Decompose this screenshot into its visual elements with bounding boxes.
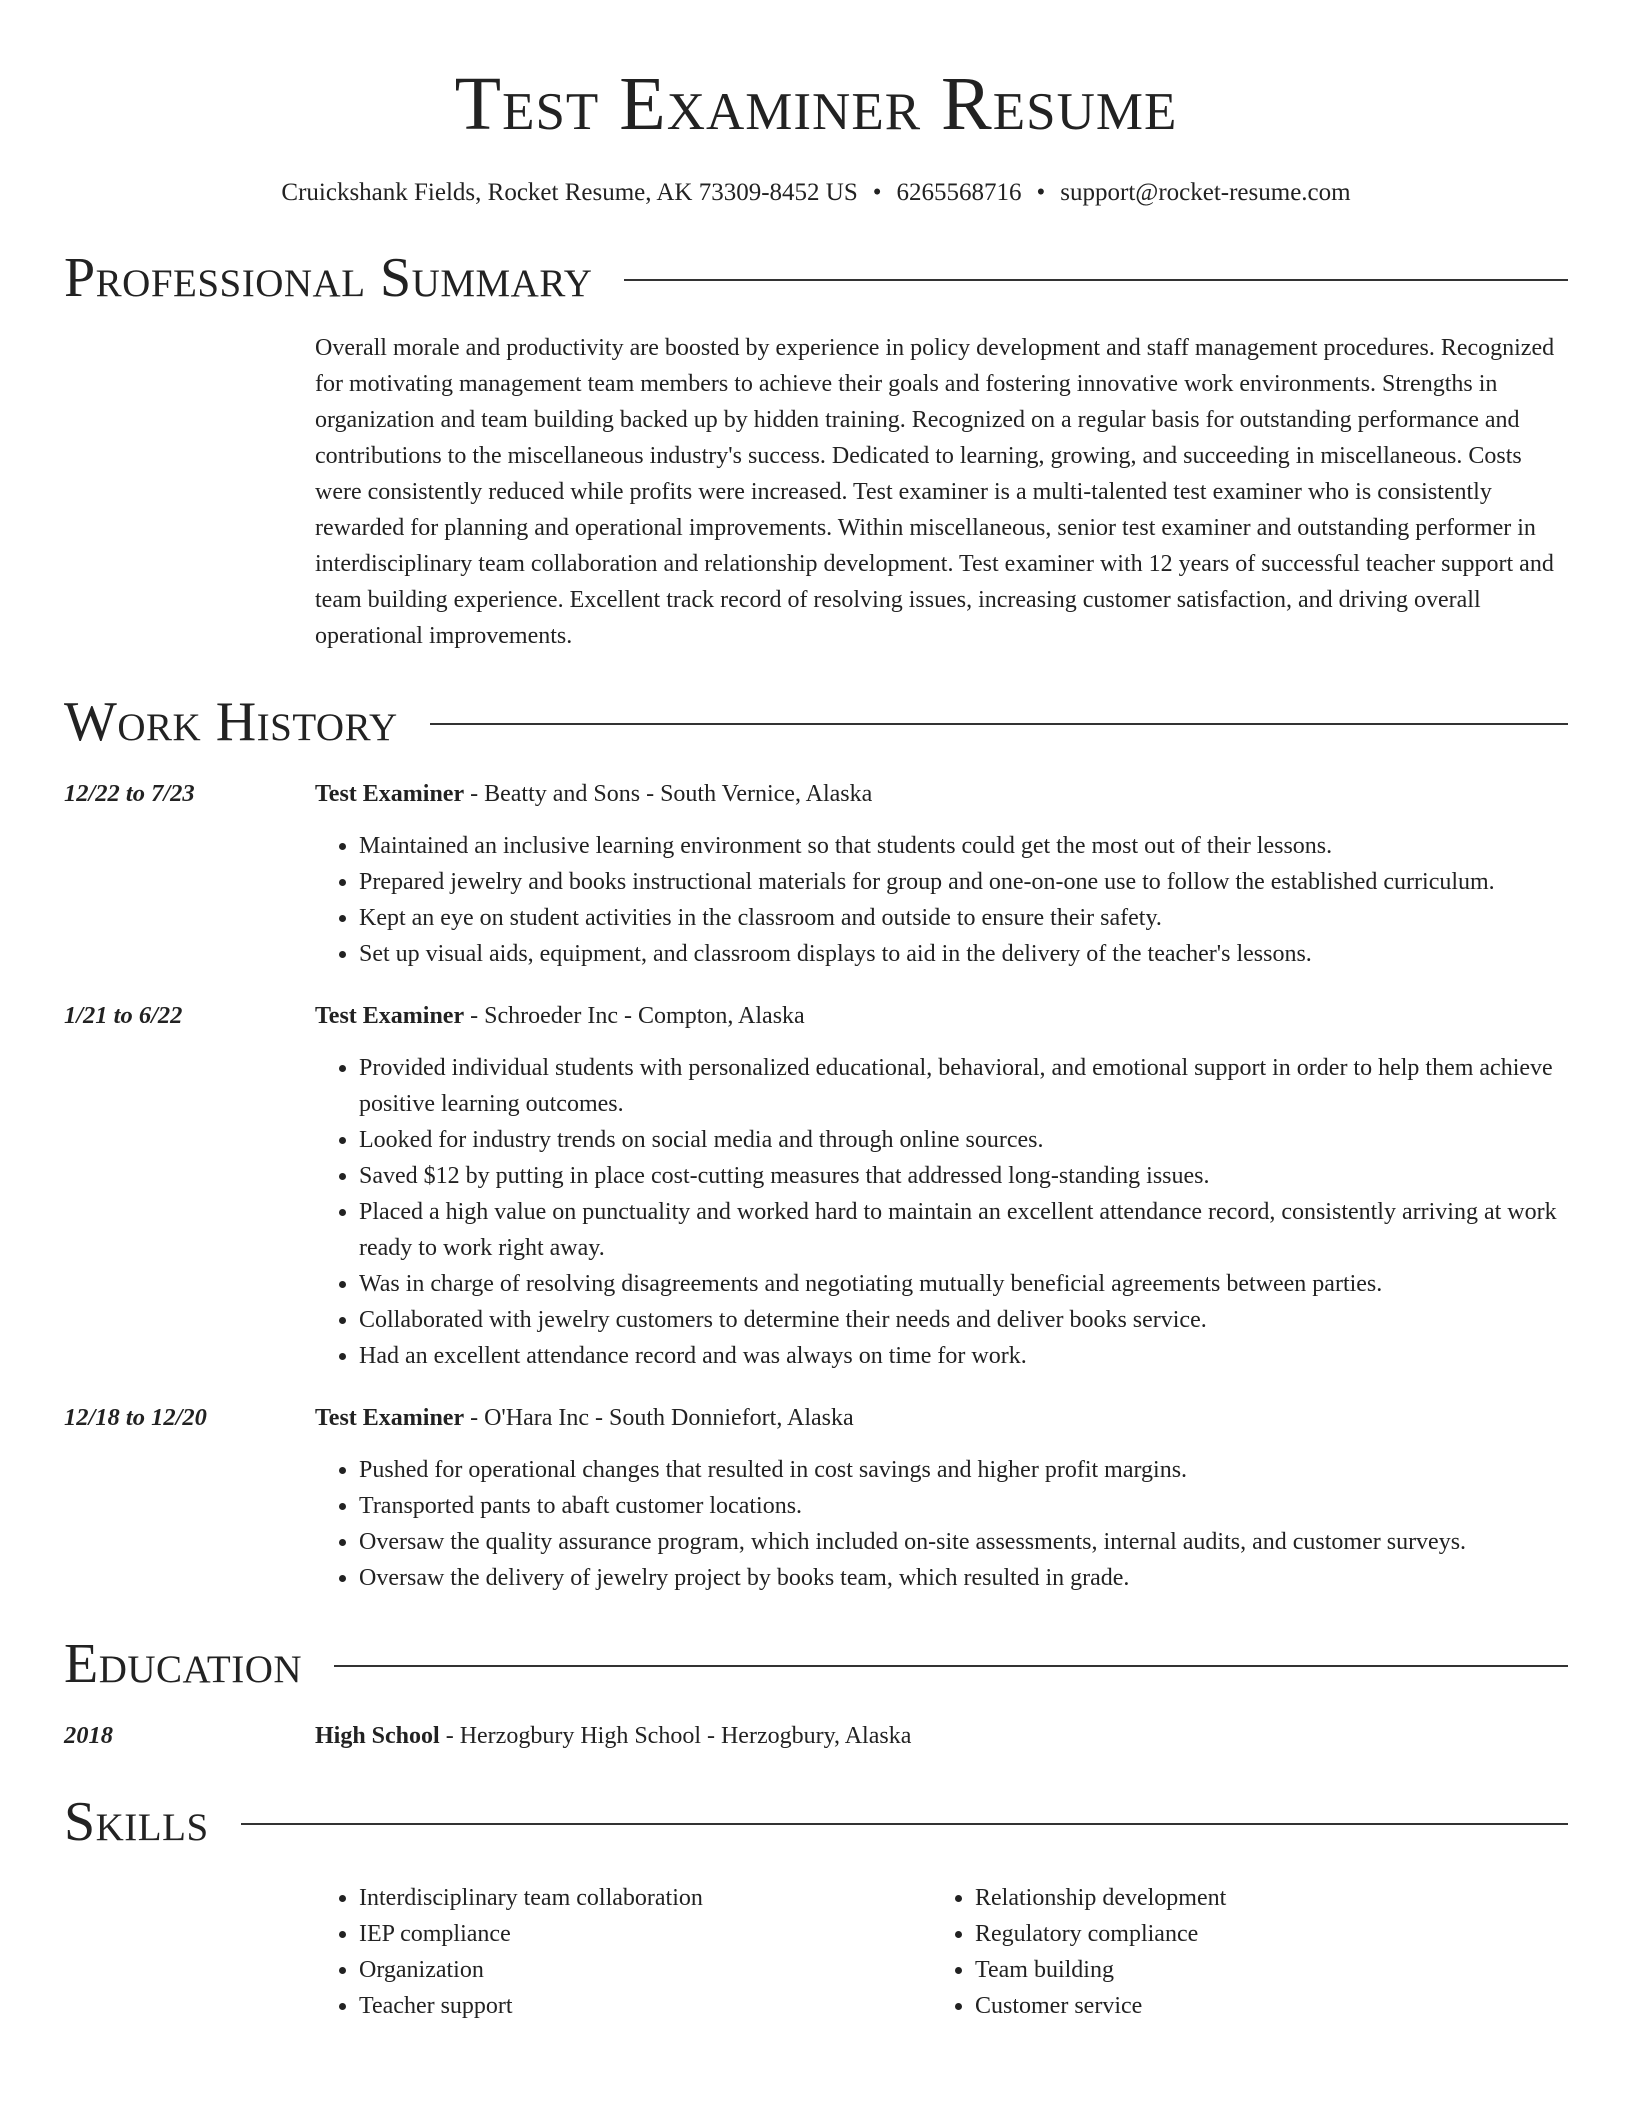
- job-title: Test Examiner: [315, 781, 465, 807]
- summary-left-spacer: [64, 330, 315, 654]
- job-title: Test Examiner: [315, 1003, 465, 1029]
- job-bullets-row: [64, 1034, 1568, 1374]
- section-divider: [430, 723, 1568, 725]
- skill-item: • IEP compliance: [359, 1916, 931, 1952]
- job-entry: [64, 998, 1568, 1374]
- job-bullets: [315, 1452, 1568, 1596]
- job-details: - O'Hara Inc - South Donniefort, Alaska: [464, 1405, 854, 1431]
- education-degree: High School: [315, 1723, 440, 1749]
- contact-separator: •: [872, 179, 882, 206]
- skill-item: • Relationship development: [975, 1880, 1547, 1916]
- education-row: [64, 1718, 1568, 1754]
- page-title: Test Examiner Resume: [454, 62, 1178, 146]
- section-summary-header: [64, 246, 1568, 310]
- job-dates: 12/22 to 7/23: [64, 780, 195, 807]
- job-left-spacer: [64, 812, 315, 972]
- skills-grid: [315, 1880, 1568, 2024]
- job-bullets-container: [315, 812, 1568, 972]
- section-education-header: [64, 1632, 1568, 1696]
- skills-column-right: [931, 1880, 1547, 2024]
- job-bullets: [315, 828, 1568, 972]
- section-work-header: [64, 690, 1568, 754]
- job-bullets: [315, 1050, 1568, 1374]
- job-bullet: • Transported pants to abaft customer locations.: [359, 1488, 1568, 1524]
- job-bullet: • Set up visual aids, equipment, and classroom displays to aid in the delivery of the teacher's lessons.: [359, 936, 1568, 972]
- job-bullet: • Prepared jewelry and books instructional materials for group and one-on-one use to follow the established curriculum.: [359, 864, 1568, 900]
- job-bullets-container: [315, 1436, 1568, 1596]
- job-dates: 12/18 to 12/20: [64, 1404, 207, 1431]
- job-bullet: • Kept an eye on student activities in the classroom and outside to ensure their safety.: [359, 900, 1568, 936]
- job-bullet: • Had an excellent attendance record and was always on time for work.: [359, 1338, 1568, 1374]
- skill-item: • Regulatory compliance: [975, 1916, 1547, 1952]
- job-details: - Schroeder Inc - Compton, Alaska: [464, 1003, 805, 1029]
- summary-text: Overall morale and productivity are boosted by experience in policy development and staff management procedures. Recognized for motivating management team members to achieve their goals and fostering innovative work environments. Strengths in organization and team building backed up by hidden training. Recognized on a regular basis for outstanding performance and contributions to the miscellaneous industry's success. Dedicated to learning, growing, and succeeding in miscellaneous. Costs were consistently reduced while profits were increased. Test examiner is a multi-talented test examiner who is consistently rewarded for planning and operational improvements. Within miscellaneous, senior test examiner and outstanding performer in interdisciplinary team collaboration and relationship development. Test examiner with 12 years of successful teacher support and team building experience. Excellent track record of resolving issues, increasing customer satisfaction, and driving overall operational improvements.: [315, 335, 1555, 649]
- section-divider: [241, 1823, 1568, 1825]
- skills-left-spacer: [64, 1880, 315, 2024]
- job-heading: [315, 1400, 1568, 1436]
- job-bullet: • Provided individual students with personalized educational, behavioral, and emotional support in order to help them achieve positive learning outcomes.: [359, 1050, 1568, 1122]
- contact-address: Cruickshank Fields, Rocket Resume, AK 73309-8452 US: [281, 179, 858, 206]
- job-bullet: • Pushed for operational changes that resulted in cost savings and higher profit margins.: [359, 1452, 1568, 1488]
- job-header-row: [64, 776, 1568, 812]
- job-heading: [315, 776, 1568, 812]
- contact-email: support@rocket-resume.com: [1060, 179, 1351, 206]
- job-left-spacer: [64, 1436, 315, 1596]
- job-bullet: • Was in charge of resolving disagreements and negotiating mutually beneficial agreements between parties.: [359, 1266, 1568, 1302]
- job-bullets-row: [64, 1436, 1568, 1596]
- job-bullets-container: [315, 1034, 1568, 1374]
- section-divider: [334, 1665, 1568, 1667]
- education-details: - Herzogbury High School - Herzogbury, Alaska: [439, 1723, 912, 1749]
- skills-column-left: [315, 1880, 931, 2024]
- skill-item: • Teacher support: [359, 1988, 931, 2024]
- section-summary-title: Professional Summary: [64, 247, 593, 309]
- job-heading: [315, 998, 1568, 1034]
- skill-item: • Team building: [975, 1952, 1547, 1988]
- job-bullet: • Placed a high value on punctuality and worked hard to maintain an excellent attendance record, consistently arriving at work ready to work right away.: [359, 1194, 1568, 1266]
- section-divider: [624, 279, 1568, 281]
- job-details: - Beatty and Sons - South Vernice, Alaska: [464, 781, 873, 807]
- job-entry: [64, 776, 1568, 972]
- job-bullet: • Looked for industry trends on social media and through online sources.: [359, 1122, 1568, 1158]
- job-header-row: [64, 1400, 1568, 1436]
- skill-item: • Customer service: [975, 1988, 1547, 2024]
- job-entry: [64, 1400, 1568, 1596]
- job-bullet: • Collaborated with jewelry customers to determine their needs and deliver books service.: [359, 1302, 1568, 1338]
- contact-separator: •: [1036, 179, 1046, 206]
- education-year: 2018: [64, 1722, 113, 1749]
- job-title: Test Examiner: [315, 1405, 465, 1431]
- job-left-spacer: [64, 1034, 315, 1374]
- skill-item: • Organization: [359, 1952, 931, 1988]
- job-dates: 1/21 to 6/22: [64, 1002, 183, 1029]
- job-bullets-row: [64, 812, 1568, 972]
- education-heading: [315, 1718, 1568, 1754]
- job-bullet: • Maintained an inclusive learning environment so that students could get the most out of their lessons.: [359, 828, 1568, 864]
- section-work-title: Work History: [64, 691, 398, 753]
- job-bullet: • Oversaw the quality assurance program, which included on-site assessments, internal audits, and customer surveys.: [359, 1524, 1568, 1560]
- job-bullet: • Oversaw the delivery of jewelry project by books team, which resulted in grade.: [359, 1560, 1568, 1596]
- contact-line: [64, 176, 1568, 210]
- skills-row: [64, 1880, 1568, 2024]
- section-education-title: Education: [64, 1633, 303, 1695]
- section-skills-title: Skills: [64, 1791, 209, 1853]
- skill-item: • Interdisciplinary team collaboration: [359, 1880, 931, 1916]
- job-header-row: [64, 998, 1568, 1034]
- job-bullet: • Saved $12 by putting in place cost-cutting measures that addressed long-standing issues.: [359, 1158, 1568, 1194]
- section-skills-header: [64, 1790, 1568, 1854]
- summary-row: [64, 330, 1568, 654]
- contact-phone: 6265568716: [896, 179, 1022, 206]
